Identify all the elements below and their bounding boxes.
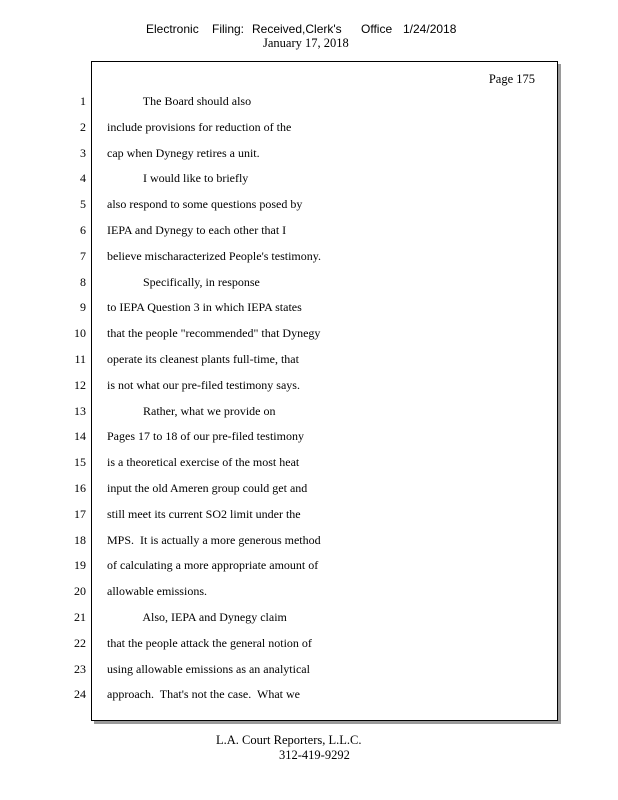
- line-number: 3: [80, 146, 86, 160]
- line-text: that the people "recommended" that Dynegy: [107, 326, 321, 340]
- page-number: Page 175: [488, 72, 535, 86]
- line-number: 23: [74, 662, 86, 676]
- line-number: 20: [74, 584, 86, 598]
- line-text: IEPA and Dynegy to each other that I: [107, 223, 287, 237]
- line-text: Also, IEPA and Dynegy claim: [107, 610, 287, 624]
- line-number: 21: [74, 610, 86, 624]
- line-number: 15: [74, 455, 86, 469]
- line-text: is not what our pre-filed testimony says.: [107, 378, 300, 392]
- line-text: still meet its current SO2 limit under the: [107, 507, 301, 521]
- line-number: 10: [74, 326, 86, 340]
- line-text: include provisions for reduction of the: [107, 120, 292, 134]
- footer-phone: 312-419-9292: [279, 748, 350, 762]
- line-text: also respond to some questions posed by: [107, 197, 303, 211]
- line-number: 24: [74, 687, 86, 701]
- header-electronic: Electronic: [146, 22, 199, 36]
- line-number: 19: [74, 558, 86, 572]
- line-number: 12: [74, 378, 86, 392]
- footer-company: L.A. Court Reporters, L.L.C.: [216, 733, 362, 747]
- line-number: 22: [74, 636, 86, 650]
- line-text: believe mischaracterized People's testimony.: [107, 249, 321, 263]
- line-text: operate its cleanest plants full-time, that: [107, 352, 299, 366]
- line-text: cap when Dynegy retires a unit.: [107, 146, 260, 160]
- header-received-clerks: Received,Clerk's: [252, 22, 342, 36]
- line-number: 13: [74, 404, 86, 418]
- line-text: using allowable emissions as an analytical: [107, 662, 310, 676]
- line-number: 7: [80, 249, 86, 263]
- line-number: 18: [74, 533, 86, 547]
- line-number: 14: [74, 429, 86, 443]
- line-text: MPS. It is actually a more generous method: [107, 533, 321, 547]
- transcript-date: January 17, 2018: [263, 36, 349, 50]
- line-text: allowable emissions.: [107, 584, 207, 598]
- line-number: 4: [80, 171, 86, 185]
- line-text: Pages 17 to 18 of our pre-filed testimony: [107, 429, 304, 443]
- line-number: 6: [80, 223, 86, 237]
- line-text: The Board should also: [107, 94, 252, 108]
- line-text: of calculating a more appropriate amount of: [107, 558, 319, 572]
- line-number: 16: [74, 481, 86, 495]
- header-filing: Filing:: [212, 22, 245, 36]
- line-text: I would like to briefly: [107, 171, 249, 185]
- line-text: is a theoretical exercise of the most heat: [107, 455, 300, 469]
- line-number: 2: [80, 120, 86, 134]
- line-text: Specifically, in response: [107, 275, 260, 289]
- line-number: 11: [74, 352, 86, 366]
- line-number: 17: [74, 507, 86, 521]
- line-number: 9: [80, 300, 86, 314]
- header-stamp-date: 1/24/2018: [403, 22, 457, 36]
- header-office: Office: [361, 22, 393, 36]
- line-number: 1: [80, 94, 86, 108]
- line-text: Rather, what we provide on: [107, 404, 276, 418]
- line-number: 5: [80, 197, 86, 211]
- line-text: input the old Ameren group could get and: [107, 481, 308, 495]
- line-text: approach. That's not the case. What we: [107, 687, 300, 701]
- line-text: that the people attack the general notion of: [107, 636, 312, 650]
- line-number: 8: [80, 275, 86, 289]
- line-text: to IEPA Question 3 in which IEPA states: [107, 300, 302, 314]
